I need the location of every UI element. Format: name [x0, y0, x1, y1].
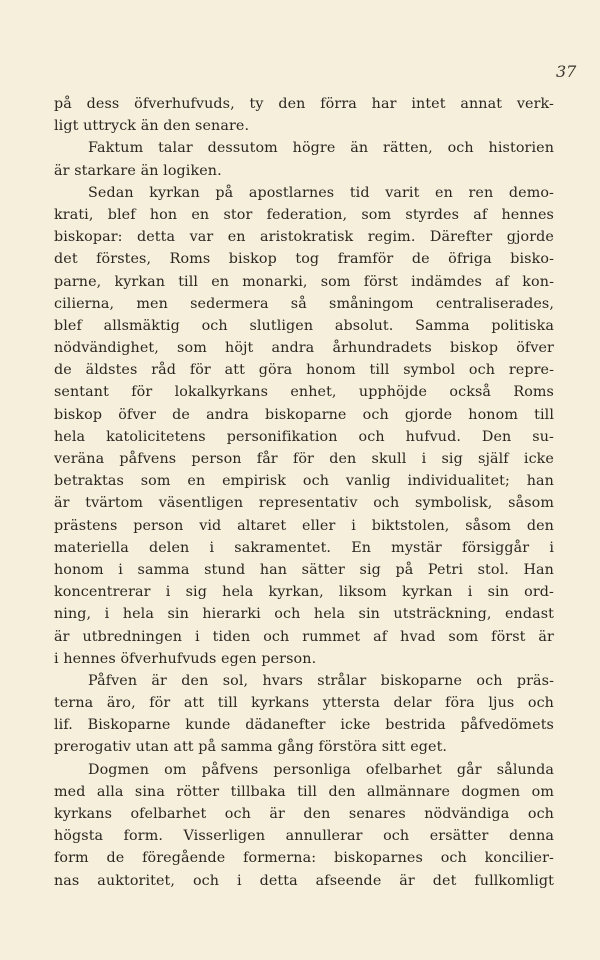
text-line: på dess öfverhufvuds, ty den förra har intet annat verk-	[54, 96, 554, 112]
text-line: krati, blef hon en stor federation, som styrdes af hennes	[54, 206, 554, 223]
text-line: Dogmen om påfvens personliga ofelbarhet går sålunda	[88, 761, 554, 778]
text-line: är starkare än logiken.	[54, 162, 222, 179]
text-line: materiella delen i sakramentet. En mystär försiggår i	[54, 539, 554, 556]
text-line: koncentrerar i sig hela kyrkan, liksom kyrkan i sin ord-	[54, 584, 554, 601]
text-line: hela katolicitetens personifikation och hufvud. Den su-	[54, 428, 554, 445]
text-line: honom i samma stund han sätter sig på Petri stol. Han	[54, 561, 554, 578]
text-line: högsta form. Visserligen annullerar och ersätter denna	[54, 828, 554, 845]
text-line: prästens person vid altaret eller i biktstolen, såsom den	[54, 517, 554, 534]
text-line: det förstes, Roms biskop tog framför de öfriga bisko-	[54, 251, 554, 268]
text-line: blef allsmäktig och slutligen absolut. Samma politiska	[54, 317, 554, 334]
text-line: terna äro, för att till kyrkans yttersta delar föra ljus och	[54, 695, 554, 712]
text-line: sentant för lokalkyrkans enhet, upphöjde också Roms	[54, 384, 554, 401]
text-line: med alla sina rötter tillbaka till den allmännare dogmen om	[54, 783, 554, 800]
text-line: biskopar: detta var en aristokratisk regim. Därefter gjorde	[54, 229, 554, 246]
body-text	[54, 93, 554, 892]
text-line: lif. Biskoparne kunde dädanefter icke bestrida påfvedömets	[54, 717, 554, 734]
text-line: form de föregående formerna: biskoparnes och koncilier-	[54, 850, 554, 867]
text-line: är utbredningen i tiden och rummet af hvad som först är	[54, 628, 554, 645]
text-line: betraktas som en empirisk och vanlig individualitet; han	[54, 473, 554, 490]
text-line: Faktum talar dessutom högre än rätten, och historien	[88, 140, 554, 157]
text-line: prerogativ utan att på samma gång förstöra sitt eget.	[54, 739, 448, 756]
text-line: nas auktoritet, och i detta afseende är det fullkomligt	[54, 872, 554, 889]
text-line: veräna påfvens person får för den skull i sig själf icke	[54, 451, 554, 467]
text-line: kyrkans ofelbarhet och är den senares nödvändiga och	[54, 806, 554, 822]
text-line: Sedan kyrkan på apostlarnes tid varit en ren demo-	[88, 184, 554, 201]
text-line: i hennes öfverhufvuds egen person.	[54, 650, 317, 667]
text-line: parne, kyrkan till en monarki, som först indämdes af kon-	[54, 273, 554, 290]
page-number: 37	[556, 62, 577, 81]
text-line: ning, i hela sin hierarki och hela sin utsträckning, endast	[54, 606, 554, 623]
text-line: ligt uttryck än den senare.	[54, 118, 250, 135]
text-line: de äldstes råd för att göra honom till symbol och repre-	[54, 362, 554, 379]
text-line: nödvändighet, som höjt andra århundradets biskop öfver	[54, 340, 554, 357]
text-line: Påfven är den sol, hvars strålar biskoparne och präs-	[88, 672, 554, 689]
text-line: cilierna, men sedermera så småningom centraliserades,	[54, 295, 554, 312]
text-line: biskop öfver de andra biskoparne och gjorde honom till	[54, 406, 554, 423]
text-line: är tvärtom väsentligen representativ och symbolisk, såsom	[54, 495, 554, 512]
